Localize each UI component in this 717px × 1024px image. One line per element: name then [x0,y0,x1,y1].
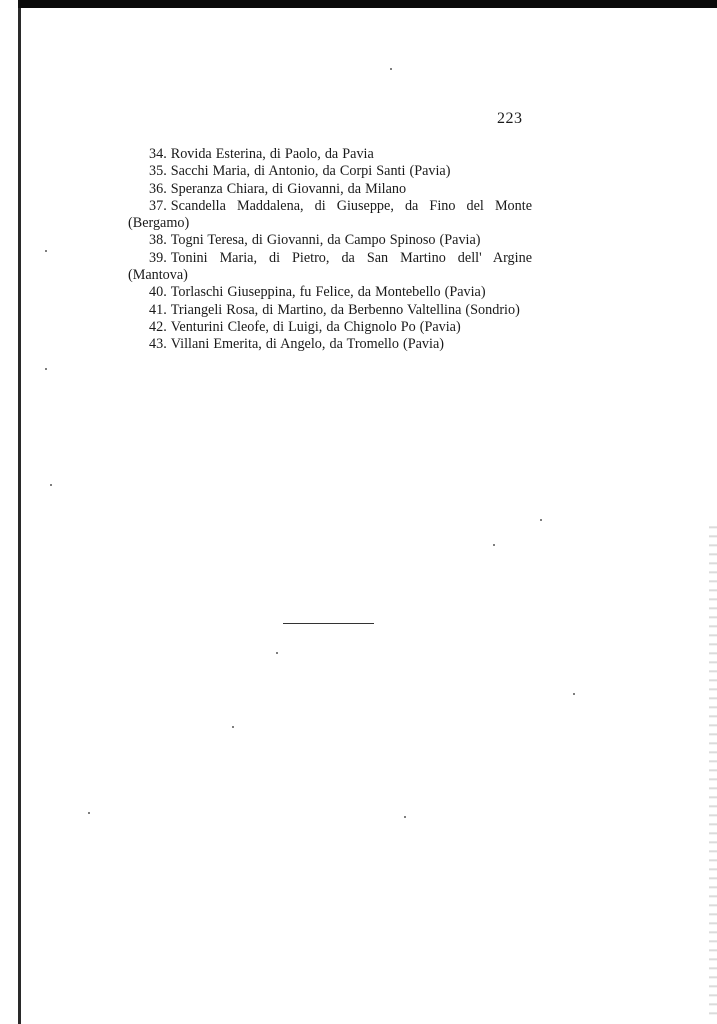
scan-speck [390,68,392,70]
list-item [128,181,532,198]
list-item [128,198,532,233]
scan-top-border [0,0,717,8]
list-item [128,336,532,353]
entry-text: Togni Teresa, di Giovanni, da Campo Spinoso (Pavia) [170,232,481,249]
scan-speck [573,693,575,695]
scan-speck [232,726,234,728]
list-item [128,250,532,285]
scan-speck [88,812,90,814]
scan-speck [45,250,47,252]
section-divider-rule [283,623,374,624]
entry-number: 34. [149,146,167,162]
entry-number: 36. [149,180,167,197]
entry-text: Tonini Maria, di Pietro, da San Martino dell' Argine (Mantova) [128,249,532,284]
entry-number: 43. [149,336,167,353]
entry-number: 38. [149,232,167,249]
scan-right-edge [709,520,717,1020]
entry-number: 39. [149,249,167,266]
list-item [128,319,532,336]
entry-text: Triangeli Rosa, di Martino, da Berbenno Valtellina (Sondrio) [170,301,520,318]
scan-speck [404,816,406,818]
entry-text: Venturini Cleofe, di Luigi, da Chignolo Po (Pavia) [170,318,461,335]
entry-number: 42. [149,318,167,335]
entry-text: Rovida Esterina, di Paolo, da Pavia [170,146,374,162]
entry-number: 40. [149,284,167,301]
scan-speck [45,368,47,370]
entry-number: 41. [149,301,167,318]
list-item [128,284,532,301]
scan-speck [50,484,52,486]
entry-text: Villani Emerita, di Angelo, da Tromello (Pavia) [170,336,444,353]
scan-speck [540,519,542,521]
page-number: 223 [497,110,523,127]
entry-text: Scandella Maddalena, di Giuseppe, da Fino del Monte (Bergamo) [128,197,532,232]
list-item [128,146,532,163]
scan-left-margin [0,0,20,1024]
entry-number: 37. [149,197,167,214]
scan-speck [493,544,495,546]
page-edge-line [18,8,21,1024]
entry-text: Torlaschi Giuseppina, fu Felice, da Montebello (Pavia) [170,284,486,301]
list-item [128,232,532,249]
list-item [128,302,532,319]
name-list [128,146,532,354]
list-item [128,163,532,180]
entry-text: Speranza Chiara, di Giovanni, da Milano [170,180,407,197]
entry-text: Sacchi Maria, di Antonio, da Corpi Santi (Pavia) [170,163,451,180]
scan-speck [276,652,278,654]
entry-number: 35. [149,163,167,180]
